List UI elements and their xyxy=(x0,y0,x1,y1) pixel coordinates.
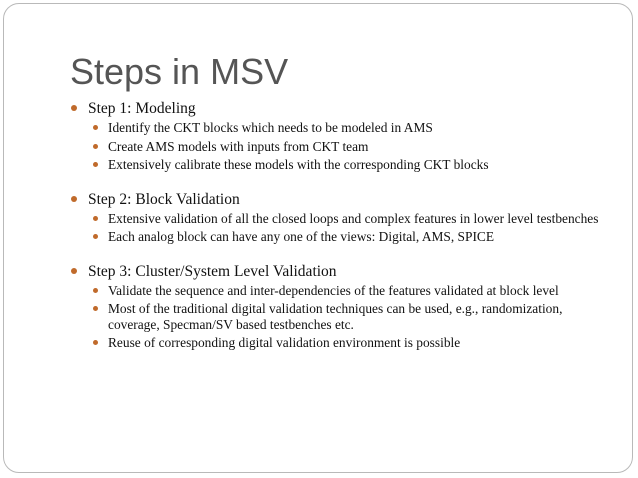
step-label: Step 3: Cluster/System Level Validation xyxy=(88,262,337,280)
sub-item xyxy=(90,335,600,351)
sub-item xyxy=(90,139,600,155)
bullet-icon xyxy=(93,125,98,130)
slide-content xyxy=(70,100,600,354)
bullet-icon xyxy=(93,216,98,221)
step-item xyxy=(70,100,600,118)
step-group-3 xyxy=(70,263,600,351)
step-label: Step 2: Block Validation xyxy=(88,190,240,208)
bullet-icon xyxy=(71,196,77,202)
sub-item-text: Most of the traditional digital validation techniques can be used, e.g., randomization, coverage, Specman/SV based testbenches etc. xyxy=(108,301,563,332)
sub-item-text: Each analog block can have any one of the views: Digital, AMS, SPICE xyxy=(108,229,495,244)
bullet-icon xyxy=(93,288,98,293)
step-label: Step 1: Modeling xyxy=(88,100,196,117)
bullet-icon xyxy=(93,340,98,345)
bullet-icon xyxy=(93,144,98,149)
sub-item xyxy=(90,211,600,227)
sub-list xyxy=(70,120,600,173)
sub-list xyxy=(70,211,600,245)
sub-item xyxy=(90,157,600,173)
sub-item xyxy=(90,301,600,332)
bullet-icon xyxy=(93,234,98,239)
step-item xyxy=(70,263,600,281)
bullet-icon xyxy=(71,268,77,274)
sub-item-text: Extensively calibrate these models with the corresponding CKT blocks xyxy=(108,157,489,172)
sub-item-text: Reuse of corresponding digital validation environment is possible xyxy=(108,335,461,350)
slide-title: Steps in MSV xyxy=(70,51,289,92)
sub-item-text: Create AMS models with inputs from CKT team xyxy=(108,138,369,154)
bullet-icon xyxy=(93,306,98,311)
bullet-icon xyxy=(71,105,77,111)
sub-item-text: Identify the CKT blocks which needs to be modeled in AMS xyxy=(108,120,433,135)
step-group-1 xyxy=(70,100,600,173)
sub-item-text: Validate the sequence and inter-dependencies of the features validated at block level xyxy=(108,282,559,298)
bullet-icon xyxy=(93,162,98,167)
sub-item xyxy=(90,283,600,299)
sub-item xyxy=(90,120,600,136)
step-group-2 xyxy=(70,191,600,245)
step-item xyxy=(70,191,600,209)
sub-item-text: Extensive validation of all the closed loops and complex features in lower level testbenches xyxy=(108,210,599,226)
sub-item xyxy=(90,229,600,245)
sub-list xyxy=(70,283,600,351)
